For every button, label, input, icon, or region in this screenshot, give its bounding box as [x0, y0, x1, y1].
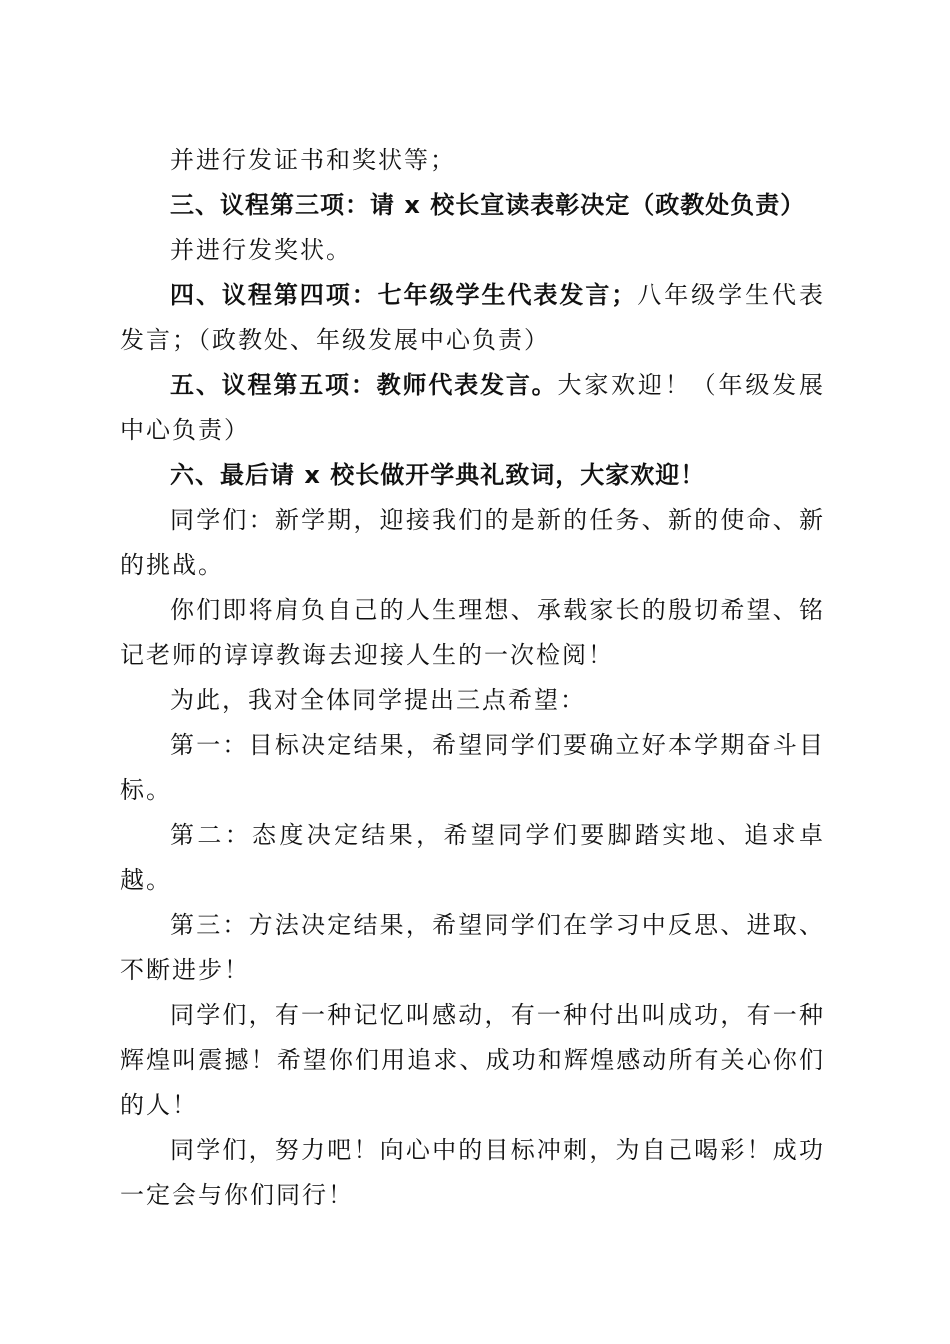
paragraph-8-text: 你们即将肩负自己的人生理想、承载家长的殷切希望、铭记老师的谆谆教诲去迎接人生的一次检阅！ — [120, 596, 825, 669]
paragraph-1-text: 并进行发证书和奖状等； — [170, 146, 456, 174]
paragraph-12 — [120, 903, 825, 993]
paragraph-4-text: 八年级学生代表发言；（政教处、年级发展中心负责） — [120, 281, 826, 354]
paragraph-9-text: 为此，我对全体同学提出三点希望： — [170, 686, 586, 714]
paragraph-4 — [120, 273, 825, 363]
paragraph-2 — [120, 183, 825, 228]
paragraph-10-text: 第一：目标决定结果，希望同学们要确立好本学期奋斗目标。 — [120, 731, 825, 804]
paragraph-11-text: 第二：态度决定结果，希望同学们要脚踏实地、追求卓越。 — [120, 821, 825, 894]
paragraph-5-heading: 五、议程第五项：教师代表发言。 — [170, 371, 558, 399]
paragraph-4-heading: 四、议程第四项：七年级学生代表发言； — [170, 281, 637, 309]
document-body — [120, 138, 825, 1218]
paragraph-7-text: 同学们：新学期，迎接我们的是新的任务、新的使命、新的挑战。 — [120, 506, 825, 579]
paragraph-3-text: 并进行发奖状。 — [170, 236, 352, 264]
paragraph-12-text: 第三：方法决定结果，希望同学们在学习中反思、进取、不断进步！ — [120, 911, 825, 984]
paragraph-14-text: 同学们，努力吧！向心中的目标冲刺，为自己喝彩！成功一定会与你们同行！ — [120, 1136, 825, 1209]
paragraph-13-text: 同学们，有一种记忆叫感动，有一种付出叫成功，有一种辉煌叫震撼！希望你们用追求、成功和辉煌感动所有关心你们的人！ — [120, 1001, 825, 1119]
paragraph-11 — [120, 813, 825, 903]
paragraph-10 — [120, 723, 825, 813]
paragraph-3 — [120, 228, 825, 273]
paragraph-8 — [120, 588, 825, 678]
paragraph-6-heading: 六、最后请 x 校长做开学典礼致词，大家欢迎！ — [170, 461, 706, 489]
paragraph-5 — [120, 363, 825, 453]
paragraph-9 — [120, 678, 825, 723]
paragraph-6 — [120, 453, 825, 498]
paragraph-5-text: 大家欢迎！（年级发展中心负责） — [120, 371, 825, 444]
paragraph-1 — [120, 138, 825, 183]
paragraph-7 — [120, 498, 825, 588]
paragraph-13 — [120, 993, 825, 1128]
paragraph-2-heading: 三、议程第三项：请 x 校长宣读表彰决定（政教处负责） — [170, 191, 806, 219]
paragraph-14 — [120, 1128, 825, 1218]
